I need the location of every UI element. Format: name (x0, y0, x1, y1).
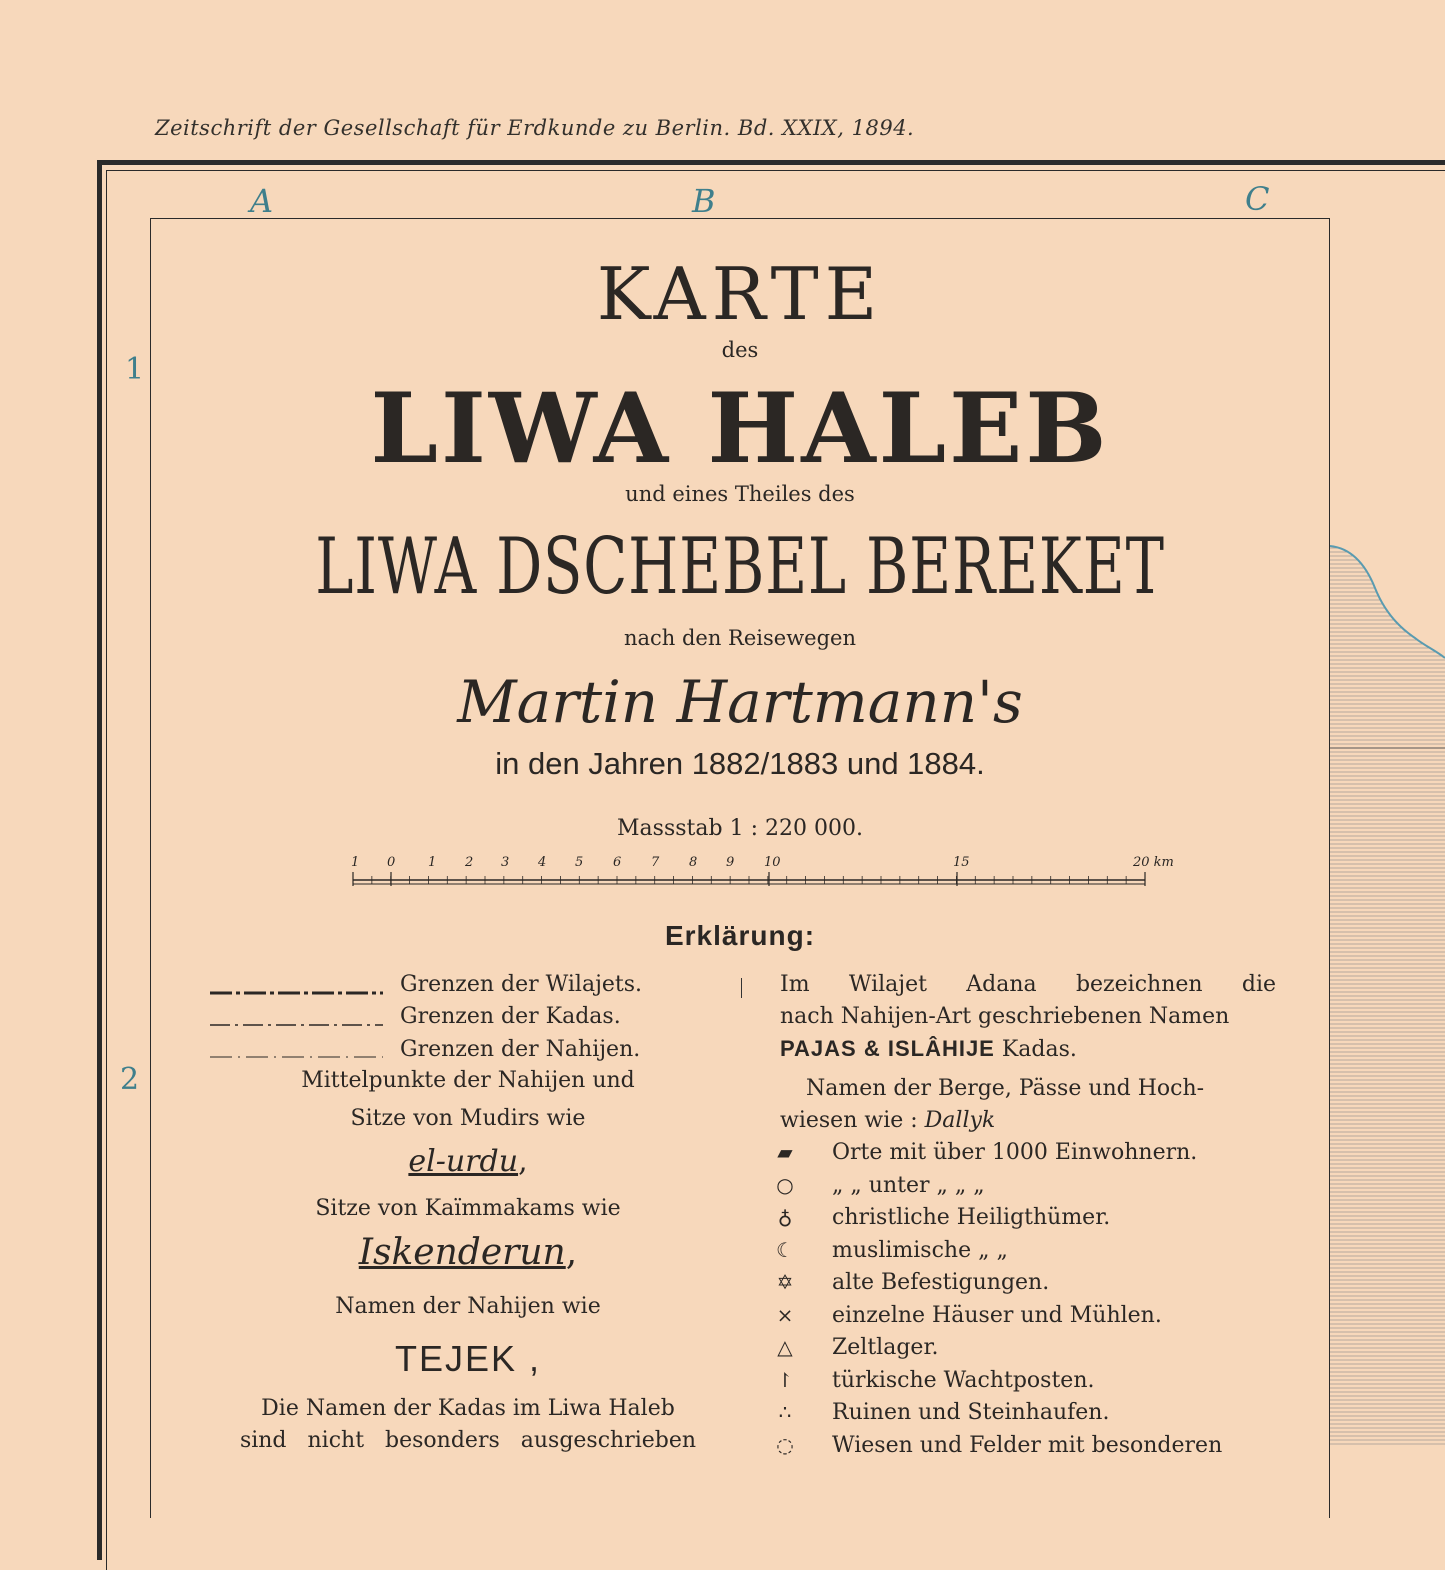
map-terrain-hatching (1330, 218, 1445, 1445)
legend-kaimmakams: Sitze von Kaïmmakams wie (315, 1196, 621, 1221)
title-karte: KARTE (596, 252, 884, 336)
scale-tick-label: 10 (764, 855, 781, 870)
legend-symbol-label: „ „ unter „ „ „ (832, 1172, 985, 1198)
scale-tick-label: 0 (387, 855, 396, 870)
legend-symbol-label: einzelne Häuser und Mühlen. (832, 1302, 1162, 1328)
legend-symbol-label: alte Befestigungen. (832, 1270, 1050, 1295)
legend-kadas-line2: sind nicht besonders ausgeschrieben (239, 1428, 697, 1453)
title-years: in den Jahren 1882/1883 und 1884. (495, 746, 985, 781)
grid-row-label: 1 (125, 352, 145, 387)
legend-example-tejek: TEJEK , (394, 1338, 542, 1379)
grid-column-label: B (692, 182, 716, 220)
legend-symbol-icon: ↾ (776, 1367, 794, 1392)
scale-tick-label: 15 (953, 855, 970, 870)
journal-header: Zeitschrift der Gesellschaft für Erdkunde zu Berlin. Bd. XXIX, 1894. (155, 116, 915, 140)
legend-adana-line3 (780, 1036, 1077, 1062)
title-author: Martin Hartmann's (457, 668, 1023, 736)
map-strip (1330, 218, 1445, 1445)
legend-comma: , (565, 1232, 578, 1273)
legend-symbol-label: türkische Wachtposten. (832, 1367, 1095, 1393)
grid-row-label: 2 (120, 1062, 140, 1097)
legend-pajas-islahije: PAJAS & ISLÂHIJE (780, 1036, 995, 1061)
legend-kadas-line1: Die Namen der Kadas im Liwa Haleb (261, 1396, 675, 1421)
legend-symbol-icon: ○ (776, 1172, 794, 1197)
scale-label: Massstab 1 : 220 000. (617, 816, 863, 841)
legend-berge-line2 (780, 1108, 995, 1133)
scale-tick-label: 2 (465, 855, 474, 870)
legend-example-urdu: el-urdu (408, 1144, 519, 1179)
legend-example-iskenderun-row (208, 1232, 728, 1273)
scale-tick-label: 3 (501, 855, 510, 870)
legend-mittelpunkte-line1: Mittelpunkte der Nahijen und (301, 1068, 635, 1093)
title-und-eines: und eines Theiles des (625, 482, 855, 506)
legend-namen-nahijen: Namen der Nahijen wie (335, 1294, 601, 1319)
scale-bar (345, 850, 1185, 890)
legend-grenzen-kadas: Grenzen der Kadas. (400, 1004, 621, 1029)
legend-column-divider (741, 978, 742, 998)
legend-example-dallyk: Dallyk (924, 1108, 996, 1133)
scale-tick-label: 7 (651, 855, 660, 870)
legend-symbol-icon: ∴ (778, 1400, 792, 1424)
legend-berge-wie: wiesen wie : (780, 1108, 918, 1133)
legend-mittelpunkte-line2: Sitze von Mudirs wie (350, 1106, 586, 1131)
scale-tick-label: 20 km (1133, 855, 1174, 870)
legend-boundary-symbols (208, 980, 388, 1060)
scale-tick-label: 1 (351, 855, 360, 870)
scale-tick-label: 4 (538, 855, 547, 870)
title-des: des (721, 338, 759, 362)
legend-grenzen-nahijen: Grenzen der Nahijen. (400, 1037, 641, 1062)
legend-comma: , (518, 1144, 528, 1179)
scale-tick-label: 9 (726, 855, 735, 870)
legend-symbol-icon: × (776, 1302, 794, 1327)
legend-symbol-label: christliche Heiligthümer. (832, 1205, 1111, 1230)
legend-adana-line1: Im Wilajet Adana bezeichnen die (780, 972, 1276, 997)
title-liwa-haleb: LIWA HALEB (370, 372, 1110, 485)
grid-column-label: A (250, 182, 274, 220)
legend-symbol-label: Orte mit über 1000 Einwohnern. (832, 1140, 1198, 1165)
legend-symbol-icon: ▰ (777, 1140, 793, 1164)
scale-tick-label: 8 (689, 855, 698, 870)
scale-tick-label: 1 (428, 855, 437, 870)
legend-symbol-label: Zeltlager. (832, 1335, 939, 1360)
legend-symbol-label: Ruinen und Steinhaufen. (832, 1400, 1110, 1425)
legend-symbol-icon: ♁ (777, 1205, 793, 1229)
legend-grenzen-wilajets: Grenzen der Wilajets. (400, 972, 643, 997)
title-nach-den: nach den Reisewegen (623, 626, 857, 650)
legend-symbol-icon: ✡ (776, 1270, 794, 1294)
scale-tick-label: 6 (613, 855, 622, 870)
legend-symbol-icon: ☾ (776, 1237, 794, 1262)
legend-symbol-label: muslimische „ „ (832, 1237, 1008, 1263)
legend-heading: Erklärung: (664, 920, 816, 951)
legend-symbol-icon: ◌ (776, 1432, 794, 1457)
legend-adana-line2: nach Nahijen-Art geschriebenen Namen (780, 1004, 1230, 1029)
legend-example-iskenderun: Iskenderun (358, 1232, 566, 1273)
grid-column-label: C (1245, 180, 1270, 218)
legend-example-urdu-row (208, 1144, 728, 1179)
legend-adana-kadas: Kadas. (1001, 1037, 1077, 1062)
legend-symbol-icon: △ (777, 1335, 793, 1359)
title-liwa-dschebel-bereket: LIWA DSCHEBEL BEREKET (315, 522, 1165, 612)
legend-symbol-label: Wiesen und Felder mit besonderen (832, 1432, 1223, 1458)
scale-tick-label: 5 (575, 855, 584, 870)
legend-berge-line1: Namen der Berge, Pässe und Hoch- (806, 1076, 1205, 1101)
